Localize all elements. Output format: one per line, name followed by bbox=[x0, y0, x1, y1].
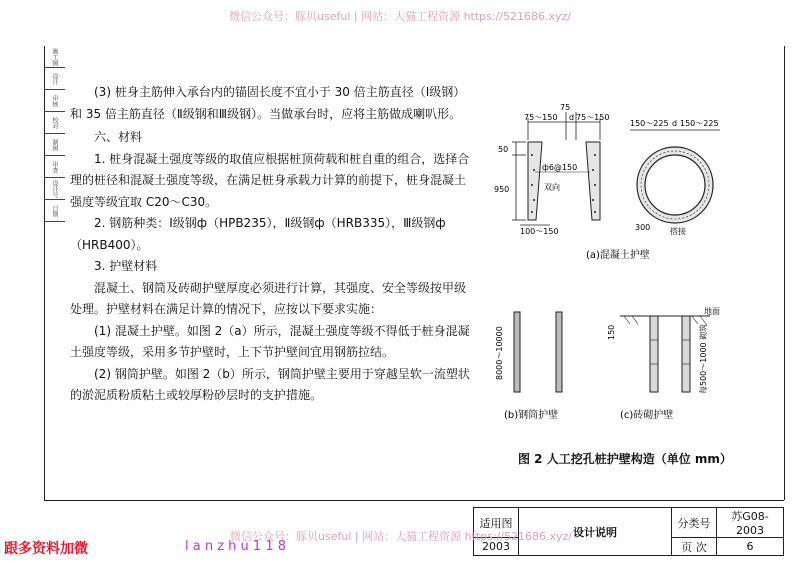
watermark-top: 微信公众号：豚贝useful | 网站：大猫工程资源 https://521686.xyz/ bbox=[229, 10, 571, 23]
figure-a-concrete-wall bbox=[480, 100, 780, 280]
side-signature-strip bbox=[44, 46, 58, 500]
figure-c-brick-wall bbox=[600, 300, 780, 430]
document-title: 设计说明 bbox=[519, 508, 672, 556]
side-strip-cell: 校对 bbox=[44, 112, 65, 134]
class-label: 分类号 bbox=[672, 508, 717, 538]
dim-75-150-left: 75～150 bbox=[524, 113, 558, 122]
dim-150-225-left: 150～225 bbox=[630, 119, 669, 128]
side-strip-cell: 施工图 bbox=[44, 46, 65, 68]
paragraph-wall-material: 混凝土、钢筒及砖砌护壁厚度必须进行计算，其强度、安全等级按甲级处理。护壁材料在满足计算的情况下，应按以下要求实施： bbox=[70, 280, 467, 316]
paragraph-rebar-types: 2. 钢筋种类：Ⅰ级钢ф（HPB235），Ⅱ级钢ф（HRB335），Ⅲ级钢ф（HRB400）。 bbox=[70, 216, 446, 252]
side-strip-cell: 设计 bbox=[44, 68, 65, 90]
side-strip-cell: 审查 bbox=[44, 156, 65, 178]
dim-d2: d bbox=[672, 119, 678, 128]
page-value: 6 bbox=[717, 538, 784, 556]
rebar-label: ф6@150 bbox=[542, 163, 578, 172]
footer-promo-text: 跟多资料加微 bbox=[4, 541, 88, 557]
year-value: 2003 bbox=[474, 538, 519, 556]
dim-50: 50 bbox=[498, 145, 509, 154]
paragraph-wall-material-heading: 3. 护壁材料 bbox=[94, 259, 158, 273]
dim-950: 950 bbox=[494, 185, 510, 194]
paragraph-anchorage: (3) 桩身主筋伸入承台内的锚固长度不宜小于 30 倍主筋直径（Ⅰ级钢）和 35 倍主筋直径（Ⅱ级钢和Ⅲ级钢）。当做承台时，应将主筋做成喇叭形。 bbox=[70, 85, 466, 121]
dim-d: d bbox=[569, 113, 575, 122]
side-strip-cell: 制图 bbox=[44, 134, 65, 156]
footer-wechat-id: l a n z h u 1 1 8 bbox=[185, 539, 286, 554]
side-strip-cell: 审核 bbox=[44, 90, 65, 112]
label-ground: 地面 bbox=[704, 307, 720, 316]
class-value: 苏G08-2003 bbox=[717, 508, 784, 538]
frame-bottom-border bbox=[44, 500, 784, 501]
section-heading-materials: 六、材料 bbox=[94, 130, 143, 144]
frame-right-border bbox=[784, 46, 785, 500]
body-text bbox=[70, 82, 470, 407]
dim-300: 300 bbox=[635, 223, 651, 232]
dim-8000-10000: 8000～10000 bbox=[495, 326, 504, 380]
label-lap: 搭接 bbox=[670, 227, 686, 236]
label-brick-layers: 每500～1000 砌筑 bbox=[699, 323, 708, 394]
paragraph-concrete-grade: 1. 桩身混凝土强度等级的取值应根据桩顶荷载和桩自重的组合，选择合理的桩径和混凝土强度等级，在满足桩身承载力计算的前提下，桩身混凝土强度等级宜取 C20～C30。 bbox=[70, 151, 470, 209]
page-label: 页 次 bbox=[672, 538, 717, 556]
dim-75: 75 bbox=[560, 103, 571, 112]
figure-b-steel-tube-wall bbox=[480, 300, 590, 430]
watermark-bottom: 微信公众号：豚贝useful | 网站：大猫工程资源 https://521686.xyz/ bbox=[230, 530, 572, 543]
rebar-bidirectional: 双向 bbox=[544, 183, 560, 192]
dim-75-150-right: 75～150 bbox=[576, 113, 610, 122]
paragraph-steel-tube-wall: (2) 钢筒护壁。如图 2（b）所示，钢筒护壁主要用于穿越呈软一流塑状的淤泥质粉质粘土或较厚粉砂层时的支护措施。 bbox=[70, 366, 470, 402]
paragraph-concrete-wall: (1) 混凝土护壁。如图 2（a）所示，混凝土强度等级不得低于桩身混凝土强度等级，采用多节护壁时，上下节护壁间宜用钢筋拉结。 bbox=[70, 323, 470, 359]
applicable-label: 适用图 bbox=[474, 508, 519, 538]
caption-c: (c)砖砌护壁 bbox=[620, 410, 674, 421]
side-strip-cell: 日期 bbox=[44, 200, 65, 222]
dim-150: 150 bbox=[607, 324, 616, 340]
caption-b: (b)钢筒护壁 bbox=[504, 410, 559, 421]
dim-100-150: 100～150 bbox=[520, 227, 559, 236]
dim-150-225-right: 150～225 bbox=[680, 119, 719, 128]
side-strip-cell: 设计号 bbox=[44, 178, 65, 200]
figure-title: 图 2 人工挖孔桩护壁构造（单位 mm） bbox=[518, 452, 732, 466]
caption-a: (a)混凝土护壁 bbox=[586, 250, 650, 261]
